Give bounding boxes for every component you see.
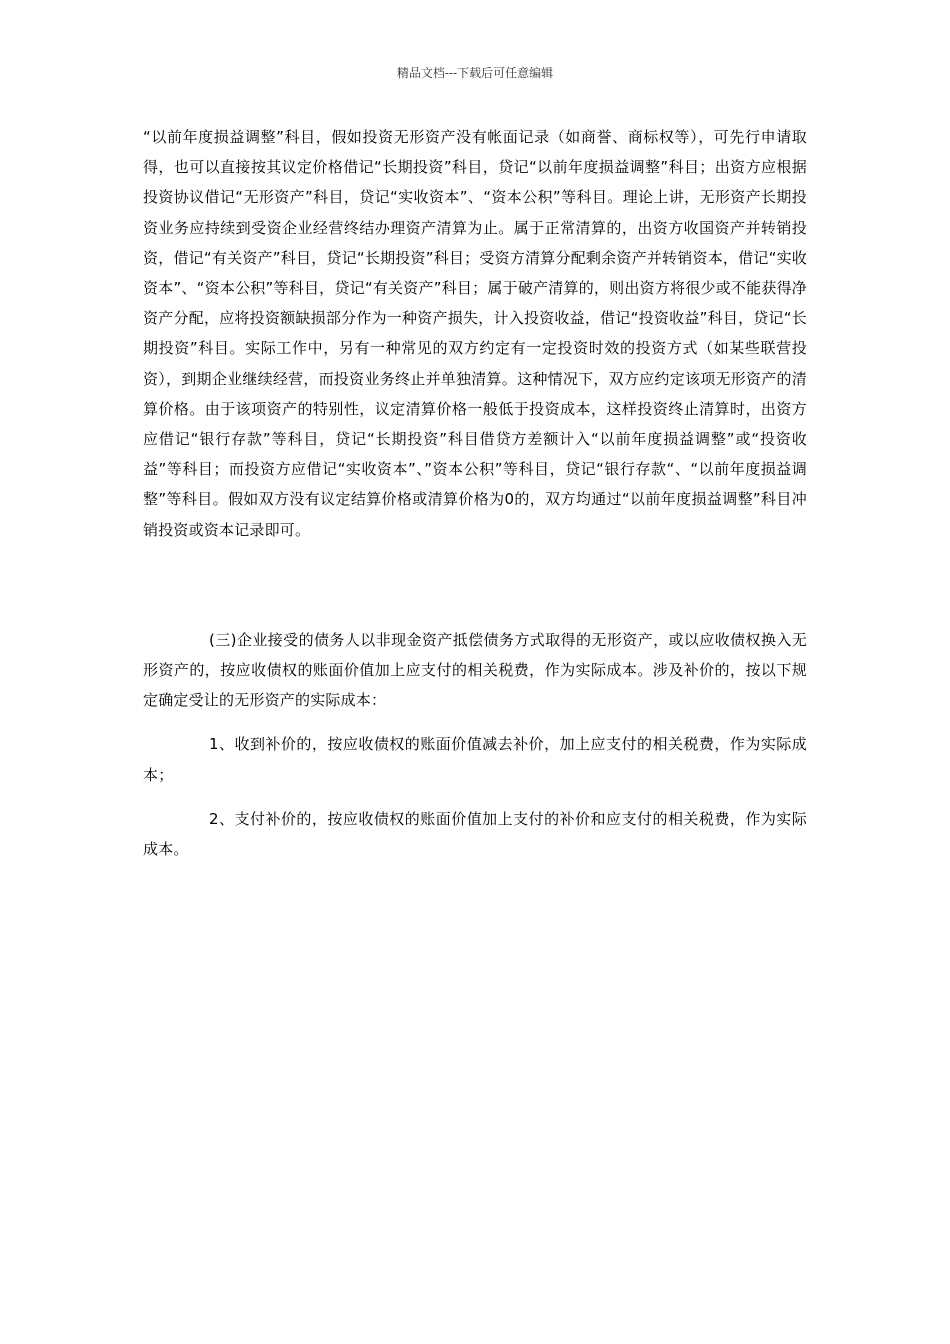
page-header: 精品文档---下载后可任意编辑 [396, 66, 554, 80]
body-paragraph-section-three: (三)企业接受的债务人以非现金资产抵偿债务方式取得的无形资产，或以应收债权换入无形资产的，按应收债权的账面价值加上应支付的相关税费，作为实际成本。涉及补价的，按以下规定确定受让的无形资产的实际成本： [143, 630, 807, 710]
body-paragraph-item-two: 2、支付补价的，按应收债权的账面价值加上支付的补价和应支付的相关税费，作为实际成本。 [143, 809, 807, 859]
body-paragraph-item-one: 1、收到补价的，按应收债权的账面价值减去补价，加上应支付的相关税费，作为实际成本； [143, 735, 807, 784]
body-paragraph-continuation: “以前年度损益调整”科目，假如投资无形资产没有帐面记录（如商誉、商标权等），可先行申请取得，也可以直接按其议定价格借记“长期投资”科目，贷记“以前年度损益调整”科目；出资方应根据投资协议借记“无形资产”科目，贷记“实收资本”、“资本公积”等科目。理论上讲，无形资产长期投资业务应持续到受资企业经营终结办理资产清算为止。属于正常清算的，出资方收国资产并转销投资，借记“有关资产”科目，贷记“长期投资”科目；受资方清算分配剩余资产并转销资本，借记“实收资本”、“资本公积”等科目，贷记“有关资产”科目；属于破产清算的，则出资方将很少或不能获得净资产分配，应将投资额缺损部分作为一种资产损失，计入投资收益，借记“投资收益”科目，贷记“长期投资”科目。实际工作中，另有一种常见的双方约定有一定投资时效的投资方式（如某些联营投资），到期企业继续经营，而投资业务终止并单独清算。这种情况下，双方应约定该项无形资产的清算价格。由于该项资产的特别性，议定清算价格一般低于投资成本，这样投资终止清算时，出资方应借记“银行存款”等科目，贷记“长期投资”科目借贷方差额计入“以前年度损益调整”或“投资收益”等科目；而投资方应借记“实收资本”、”资本公积”等科目，贷记“银行存款“、“以前年度损益调整”等科目。假如双方没有议定结算价格或清算价格为0的，双方均通过“以前年度损益调整”科目冲销投资或资本记录即可。 [143, 128, 807, 539]
document-body [143, 122, 807, 864]
